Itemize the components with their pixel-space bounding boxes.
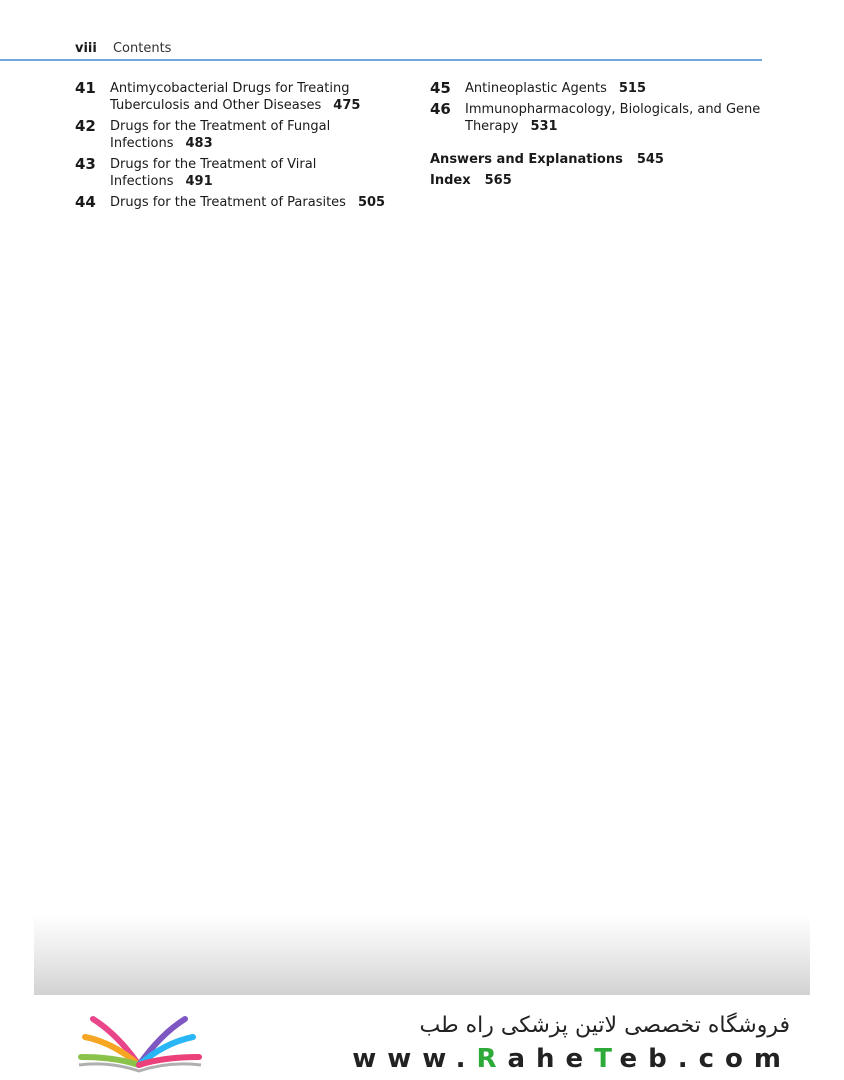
chapter-title-line <box>110 118 395 152</box>
backmatter-page: 565 <box>484 173 512 188</box>
toc-entry-42[interactable] <box>75 118 395 152</box>
backmatter-page: 545 <box>636 152 664 167</box>
page-folio: viii <box>75 41 97 56</box>
url-t: T <box>594 1044 620 1074</box>
toc-entry-answers[interactable] <box>430 151 770 168</box>
open-book-logo-icon <box>75 1005 205 1077</box>
header-rule <box>0 59 762 61</box>
toc-entry-44[interactable] <box>75 194 395 211</box>
chapter-page: 475 <box>333 98 361 113</box>
chapter-page: 483 <box>185 136 213 151</box>
backmatter-title: Index <box>430 173 471 188</box>
chapter-number: 45 <box>430 79 451 97</box>
chapter-title-line <box>465 80 770 97</box>
chapter-title-line <box>110 194 395 211</box>
chapter-title-line <box>110 80 395 114</box>
chapter-number: 42 <box>75 117 96 135</box>
chapter-title: Immunopharmacology, Biologicals, and Gene Therapy <box>465 102 761 134</box>
chapter-title: Drugs for the Treatment of Fungal Infections <box>110 119 331 151</box>
chapter-page: 505 <box>357 195 386 210</box>
chapter-title: Antimycobacterial Drugs for Treating Tuberculosis and Other Diseases <box>110 81 350 113</box>
footer-shadow <box>34 915 810 995</box>
toc-column-left <box>75 80 395 215</box>
toc-entry-index[interactable] <box>430 172 770 189</box>
toc-entry-46[interactable] <box>430 101 770 135</box>
site-url[interactable] <box>352 1043 792 1075</box>
store-name: فروشگاه تخصصی لاتین پزشکی راه طب <box>419 1013 790 1038</box>
url-r: R <box>476 1044 508 1074</box>
chapter-title-line <box>465 101 770 135</box>
chapter-title: Drugs for the Treatment of Parasites <box>110 195 346 210</box>
chapter-number: 46 <box>430 100 451 118</box>
chapter-number: 44 <box>75 193 96 211</box>
chapter-page: 515 <box>618 81 647 96</box>
chapter-number: 41 <box>75 79 96 97</box>
chapter-title: Antineoplastic Agents <box>465 81 607 96</box>
chapter-number: 43 <box>75 155 96 173</box>
toc-entry-41[interactable] <box>75 80 395 114</box>
url-suffix: eb.com <box>619 1044 792 1074</box>
chapter-title: Drugs for the Treatment of Viral Infections <box>110 157 317 189</box>
chapter-title-line <box>110 156 395 190</box>
chapter-page: 531 <box>530 119 558 134</box>
chapter-page: 491 <box>185 174 213 189</box>
spacer <box>430 139 770 151</box>
toc-entry-43[interactable] <box>75 156 395 190</box>
url-prefix: www. <box>352 1044 477 1074</box>
url-mid: ahe <box>507 1044 595 1074</box>
running-head <box>75 41 171 57</box>
running-head-section: Contents <box>112 41 172 56</box>
toc-column-right <box>430 80 770 193</box>
backmatter-title: Answers and Explanations <box>430 152 623 167</box>
toc-entry-45[interactable] <box>430 80 770 97</box>
